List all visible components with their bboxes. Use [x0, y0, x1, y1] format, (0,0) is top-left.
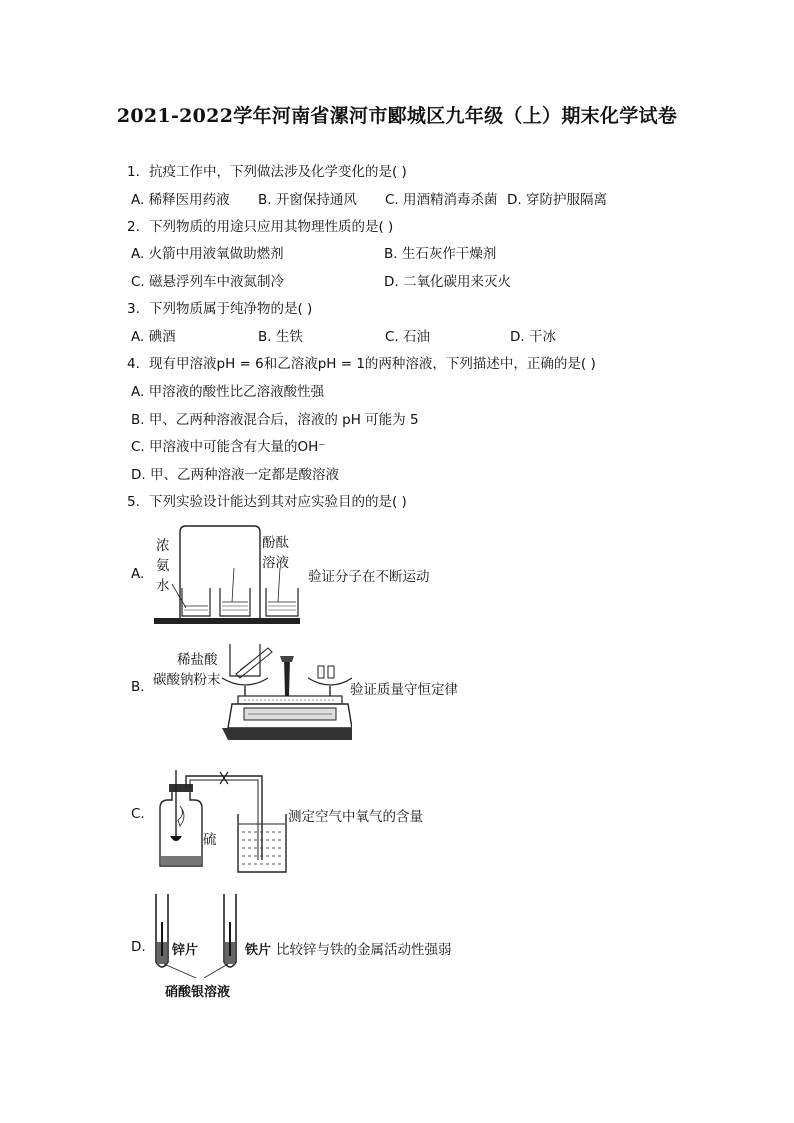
question-number: 5.: [127, 494, 140, 510]
option-4a: A. 甲溶液的酸性比乙溶液酸性强: [131, 384, 325, 400]
label-phenolphthalein: [262, 533, 289, 573]
option-2b: B. 生石灰作干燥剂: [384, 246, 497, 262]
option-5b-caption: 验证质量守恒定律: [350, 682, 458, 698]
option-5d-caption: 比较锌与铁的金属活动性强弱: [276, 942, 452, 958]
question-number: 4.: [127, 356, 140, 372]
label-char: 氨: [156, 558, 170, 574]
option-3d: D. 干冰: [510, 329, 556, 345]
option-4c: C. 甲溶液中可能含有大量的OH⁻: [131, 439, 326, 455]
option-3a: A. 碘酒: [131, 329, 176, 345]
option-1b: B. 开窗保持通风: [258, 192, 357, 208]
option-3b: B. 生铁: [258, 329, 303, 345]
figure-oxygen-content: [152, 766, 292, 878]
option-5c-caption: 测定空气中氧气的含量: [288, 809, 423, 825]
question-stem: 下列实验设计能达到其对应实验目的的是( ): [149, 494, 407, 510]
question-number: 2.: [127, 219, 140, 235]
label-silver-nitrate: 硝酸银溶液: [165, 985, 231, 1000]
option-1d: D. 穿防护服隔离: [507, 192, 607, 208]
option-1c: C. 用酒精消毒杀菌: [385, 192, 498, 208]
option-5a-letter: A.: [131, 566, 145, 582]
question-4: [127, 355, 596, 373]
option-5a-caption: 验证分子在不断运动: [308, 569, 430, 585]
option-2a: A. 火箭中用液氧做助燃剂: [131, 246, 284, 262]
option-5d-letter: D.: [131, 939, 146, 955]
option-5c-letter: C.: [131, 806, 145, 822]
label-line: 酚酞: [262, 535, 289, 551]
label-sodium-carbonate: 碳酸钠粉末: [153, 672, 221, 688]
figure-test-tubes: [150, 892, 250, 978]
label-char: 浓: [156, 538, 170, 554]
exam-title: 2021-2022学年河南省漯河市郾城区九年级（上）期末化学试卷: [116, 105, 678, 127]
question-number: 3.: [127, 301, 140, 317]
option-2c: C. 磁悬浮列车中液氮制冷: [131, 274, 285, 290]
question-stem: 现有甲溶液pH = 6和乙溶液pH = 1的两种溶液，下列描述中，正确的是( ): [149, 356, 596, 372]
option-3c: C. 石油: [385, 329, 431, 345]
question-stem: 下列物质属于纯净物的是( ): [149, 301, 313, 317]
label-line: 溶液: [262, 555, 289, 571]
option-4b: B. 甲、乙两种溶液混合后，溶液的 pH 可能为 5: [131, 412, 419, 428]
label-iron-strip: 铁片: [245, 943, 272, 958]
question-1: [127, 163, 407, 181]
question-stem: 下列物质的用途只应用其物理性质的是( ): [149, 219, 394, 235]
option-4d: D. 甲、乙两种溶液一定都是酸溶液: [131, 467, 339, 483]
label-dilute-hcl: 稀盐酸: [177, 652, 218, 668]
label-concentrated-ammonia: [156, 536, 170, 596]
option-5b-letter: B.: [131, 679, 145, 695]
label-char: 水: [156, 578, 170, 594]
label-sulfur: 硫: [203, 832, 217, 848]
question-number: 1.: [127, 164, 140, 180]
label-zinc-strip: 锌片: [172, 943, 199, 958]
question-3: [127, 300, 312, 318]
question-5: [127, 493, 407, 511]
option-2d: D. 二氧化碳用来灭火: [384, 274, 511, 290]
option-1a: A. 稀释医用药液: [131, 192, 230, 208]
question-stem: 抗疫工作中，下列做法涉及化学变化的是( ): [149, 164, 407, 180]
question-2: [127, 218, 393, 236]
